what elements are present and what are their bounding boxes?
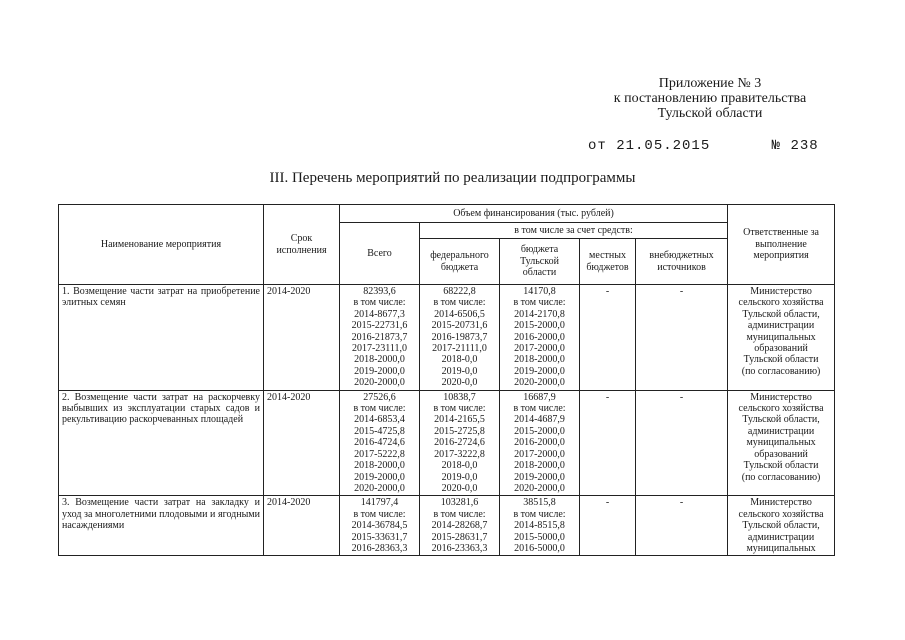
responsible-line: муниципальных xyxy=(746,542,816,554)
regional-value: 2015-2000,0 xyxy=(514,425,565,437)
responsible-line: Тульской области, xyxy=(742,308,820,320)
regional-value: 2016-2000,0 xyxy=(514,331,565,343)
federal-value: 2017-3222,8 xyxy=(434,448,485,460)
federal-value: в том числе: xyxy=(433,403,486,415)
header-regional: бюджета Тульской области xyxy=(500,239,580,285)
total-value: 27526,6 xyxy=(363,391,396,403)
responsible-line: образований xyxy=(754,343,808,355)
regional-value: 14170,8 xyxy=(523,286,556,297)
regional-cell xyxy=(500,496,580,556)
regional-value: 2015-2000,0 xyxy=(514,320,565,332)
federal-value: 2015-2725,8 xyxy=(434,425,485,437)
total-value: 2015-33631,7 xyxy=(351,531,408,543)
regional-value: 2017-2000,0 xyxy=(514,448,565,460)
regional-value: 2014-4687,9 xyxy=(514,414,565,426)
header-term: Срок исполнения xyxy=(264,205,340,285)
local-value: - xyxy=(580,496,636,556)
regional-cell xyxy=(500,390,580,496)
federal-value: 2015-28631,7 xyxy=(431,531,488,543)
activity-name: 1. Возмещение части затрат на приобретение элитных семян xyxy=(59,285,264,391)
total-value: 2014-6853,4 xyxy=(354,414,405,426)
responsible-line: Министерство xyxy=(750,497,812,509)
regional-value: 2014-2170,8 xyxy=(514,308,565,320)
total-cell xyxy=(340,496,420,556)
responsible-line: Тульской области xyxy=(743,354,819,366)
header-federal: федерального бюджета xyxy=(420,239,500,285)
activity-term: 2014-2020 xyxy=(264,496,340,556)
date-prefix: от xyxy=(588,138,607,154)
responsible-line: (по согласованию) xyxy=(741,365,821,377)
header-name: Наименование мероприятия xyxy=(59,205,264,285)
regional-value: 2014-8515,8 xyxy=(514,520,565,532)
responsible-line: образований xyxy=(754,448,808,460)
activities-table xyxy=(58,204,835,556)
decree-number: 238 xyxy=(790,138,819,154)
table-row xyxy=(59,285,835,391)
federal-value: 2017-21111,0 xyxy=(432,343,487,355)
federal-value: 2018-0,0 xyxy=(441,354,478,366)
responsible-cell xyxy=(728,285,835,391)
header-responsible: Ответственные за выполнение мероприятия xyxy=(728,205,835,285)
total-value: 2017-5222,8 xyxy=(354,448,405,460)
responsible-cell xyxy=(728,390,835,496)
number-label: № xyxy=(771,138,782,154)
federal-value: 2015-20731,6 xyxy=(431,320,488,332)
appendix-line: к постановлению правительства xyxy=(613,91,807,106)
activity-term: 2014-2020 xyxy=(264,285,340,391)
responsible-line: Тульской области xyxy=(743,460,819,472)
federal-value: 2016-2724,6 xyxy=(434,437,485,449)
federal-value: 2020-0,0 xyxy=(441,482,478,494)
total-value: 2018-2000,0 xyxy=(354,460,405,472)
responsible-line: Министерство xyxy=(750,391,812,403)
total-value: 2017-23111,0 xyxy=(351,343,408,355)
appendix-line: Приложение № 3 xyxy=(658,76,762,91)
responsible-line: администрации xyxy=(747,425,815,437)
federal-value: 103281,6 xyxy=(440,497,479,509)
regional-value: 16687,9 xyxy=(523,391,556,403)
header-financing: Объем финансирования (тыс. рублей) xyxy=(340,205,728,223)
responsible-line: администрации xyxy=(747,320,815,332)
table-row xyxy=(59,496,835,556)
total-value: 2014-8677,3 xyxy=(354,308,405,320)
responsible-cell xyxy=(728,496,835,556)
federal-value: 2018-0,0 xyxy=(441,460,478,472)
regional-value: 2019-2000,0 xyxy=(514,471,565,483)
regional-value: 2017-2000,0 xyxy=(514,343,565,355)
total-value: 2014-36784,5 xyxy=(351,520,408,532)
header-offbudget: внебюджетных источников xyxy=(636,239,728,285)
regional-value: 38515,8 xyxy=(523,497,556,509)
responsible-line: муниципальных xyxy=(746,437,816,449)
federal-value: 2020-0,0 xyxy=(441,377,478,389)
decree-date: 21.05.2015 xyxy=(616,138,711,154)
header-including: в том числе за счет средств: xyxy=(420,223,728,239)
federal-value: 68222,8 xyxy=(443,286,476,297)
total-value: 2015-22731,6 xyxy=(351,320,408,332)
activity-name: 2. Возмещение части затрат на раскорчевку выбывших из эксплуатации старых садов и рекультивацию раскорчеванных площадей xyxy=(59,390,264,496)
federal-value: 2014-6506,5 xyxy=(434,308,485,320)
regional-value: 2020-2000,0 xyxy=(514,377,565,389)
responsible-line: (по согласованию) xyxy=(741,471,821,483)
regional-value: 2016-2000,0 xyxy=(514,437,565,449)
total-value: 82393,6 xyxy=(363,286,396,297)
appendix-header xyxy=(560,76,860,121)
regional-value: в том числе: xyxy=(513,297,566,309)
total-value: в том числе: xyxy=(353,508,406,520)
total-value: 2016-4724,6 xyxy=(354,437,405,449)
total-value: 141797,4 xyxy=(360,497,399,509)
federal-value: 2014-2165,5 xyxy=(434,414,485,426)
regional-value: в том числе: xyxy=(513,508,566,520)
responsible-line: Тульской области, xyxy=(742,414,820,426)
federal-value: 2014-28268,7 xyxy=(431,520,488,532)
responsible-line: сельского хозяйства xyxy=(738,297,824,309)
total-value: 2020-2000,0 xyxy=(354,377,405,389)
total-value: 2018-2000,0 xyxy=(354,354,405,366)
federal-value: 2019-0,0 xyxy=(441,471,478,483)
regional-value: 2015-5000,0 xyxy=(514,531,565,543)
header-total: Всего xyxy=(340,223,420,285)
local-value: - xyxy=(580,285,636,391)
offbudget-value: - xyxy=(636,390,728,496)
activity-name: 3. Возмещение части затрат на закладку и уход за многолетними плодовыми и ягодными насаждениями xyxy=(59,496,264,556)
appendix-line: Тульской области xyxy=(657,106,763,121)
federal-value: 2016-19873,7 xyxy=(431,331,488,343)
federal-cell xyxy=(420,390,500,496)
responsible-line: сельского хозяйства xyxy=(738,508,824,520)
total-value: 2020-2000,0 xyxy=(354,482,405,494)
federal-value: 2019-0,0 xyxy=(441,365,478,377)
total-value: 2016-28363,3 xyxy=(351,542,408,554)
federal-value: 2016-23363,3 xyxy=(431,542,488,554)
total-value: в том числе: xyxy=(353,297,406,309)
responsible-line: Министерство xyxy=(750,286,812,297)
regional-cell xyxy=(500,285,580,391)
section-title: III. Перечень мероприятий по реализации подпрограммы xyxy=(269,170,636,186)
federal-cell xyxy=(420,285,500,391)
total-cell xyxy=(340,285,420,391)
total-value: 2015-4725,8 xyxy=(354,425,405,437)
responsible-line: сельского хозяйства xyxy=(738,403,824,415)
offbudget-value: - xyxy=(636,496,728,556)
federal-cell xyxy=(420,496,500,556)
federal-value: в том числе: xyxy=(433,297,486,309)
decree-date-number xyxy=(588,138,819,154)
header-local: местных бюджетов xyxy=(580,239,636,285)
regional-value: в том числе: xyxy=(513,403,566,415)
local-value: - xyxy=(580,390,636,496)
activity-term: 2014-2020 xyxy=(264,390,340,496)
regional-value: 2019-2000,0 xyxy=(514,365,565,377)
regional-value: 2016-5000,0 xyxy=(514,542,565,554)
responsible-line: муниципальных xyxy=(746,331,816,343)
regional-value: 2018-2000,0 xyxy=(514,354,565,366)
total-value: 2019-2000,0 xyxy=(354,471,405,483)
regional-value: 2020-2000,0 xyxy=(514,482,565,494)
federal-value: в том числе: xyxy=(433,508,486,520)
federal-value: 10838,7 xyxy=(443,391,476,403)
total-value: 2016-21873,7 xyxy=(351,331,408,343)
table-row xyxy=(59,390,835,496)
responsible-line: администрации xyxy=(747,531,815,543)
total-cell xyxy=(340,390,420,496)
total-value: 2019-2000,0 xyxy=(354,365,405,377)
total-value: в том числе: xyxy=(353,403,406,415)
offbudget-value: - xyxy=(636,285,728,391)
regional-value: 2018-2000,0 xyxy=(514,460,565,472)
responsible-line: Тульской области, xyxy=(742,520,820,532)
